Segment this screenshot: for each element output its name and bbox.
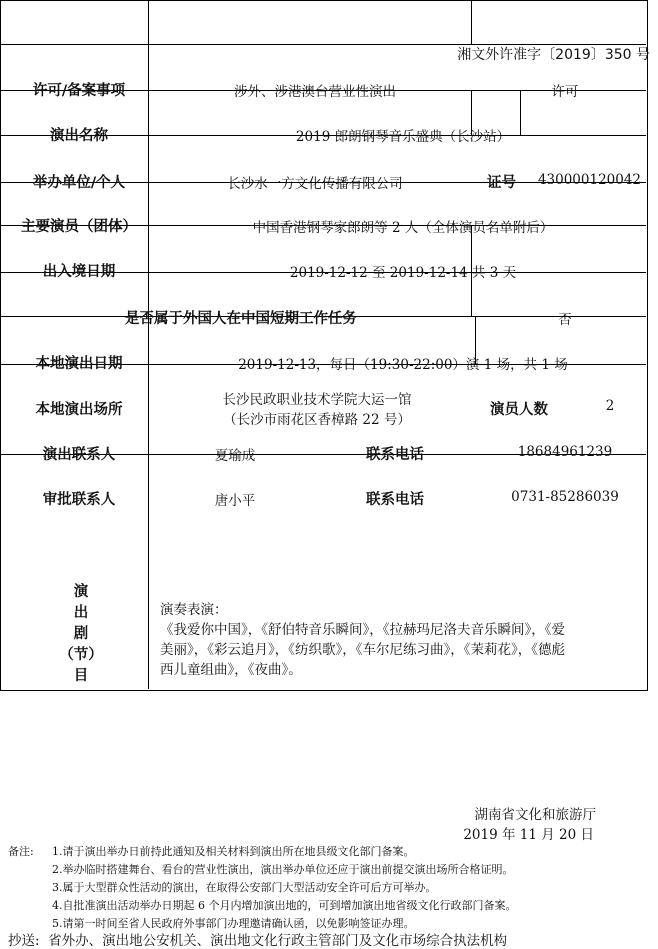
note-item: 2.举办临时搭建舞台、看台的营业性演出，演出举办单位还应于演出前提交演出场所合格证明。 bbox=[52, 863, 514, 876]
document-number: 湘文外许准字〔2019〕350 号 bbox=[457, 47, 650, 63]
performance-phone-label: 联系电话 bbox=[366, 447, 424, 463]
note-item: 3.属于大型群众性活动的演出，在取得公安部门大型活动安全许可后方可举办。 bbox=[52, 881, 437, 894]
performance-contact-name: 夏瑜成 bbox=[214, 448, 256, 464]
program-line: 《我爱你中国》，《舒伯特音乐瞬间》，《拉赫玛尼洛夫音乐瞬间》，《爱 bbox=[160, 622, 565, 638]
local-date-value: 2019-12-13，每日（19:30-22:00）演 1 场，共 1 场 bbox=[238, 357, 568, 373]
program-label: 演 出 剧 （节） 目 bbox=[59, 584, 103, 684]
cc-label: 抄送: bbox=[8, 933, 40, 949]
performance-phone-value: 18684961239 bbox=[517, 444, 613, 460]
cc-line bbox=[8, 929, 507, 949]
main-performer-label: 主要演员（团体） bbox=[21, 219, 137, 235]
note-item: 4.自批准演出活动举办日期起 6 个月内增加演出地的，可到增加演出地省级文化行政部门备案。 bbox=[52, 899, 517, 912]
venue-label: 本地演出场所 bbox=[35, 402, 123, 418]
performance-name-label: 演出名称 bbox=[50, 128, 108, 144]
entry-date-value: 2019-12-12 至 2019-12-14 共 3 天 bbox=[289, 265, 517, 281]
program-title: 演奏表演： bbox=[160, 602, 228, 618]
entry-date-label: 出入境日期 bbox=[42, 264, 116, 280]
approval-contact-name: 唐小平 bbox=[214, 493, 256, 509]
local-date-label: 本地演出日期 bbox=[35, 356, 123, 372]
certificate-label: 证号 bbox=[487, 175, 516, 191]
main-performer-value: 中国香港钢琴家郎朗等 2 人（全体演员名单附后） bbox=[252, 220, 554, 236]
notes bbox=[8, 843, 516, 933]
program-content bbox=[160, 600, 646, 680]
program-line: 西儿童组曲》，《夜曲》。 bbox=[160, 662, 302, 678]
note-item: 5.请第一时间至省人民政府外事部门办理邀请确认函，以免影响签证办理。 bbox=[52, 917, 415, 930]
issuer: 湖南省文化和旅游厅 bbox=[474, 807, 596, 823]
license-type-value: 涉外、涉港澳台营业性演出 bbox=[234, 84, 396, 100]
approval-phone-label: 联系电话 bbox=[366, 492, 424, 508]
approval-phone-value: 0731-85286039 bbox=[511, 489, 619, 505]
organizer-label: 举办单位/个人 bbox=[32, 175, 126, 191]
cc-value: 省外办、演出地公安机关、演出地文化行政主管部门及文化市场综合执法机构 bbox=[48, 933, 508, 949]
license-type-label: 许可/备案事项 bbox=[32, 83, 126, 99]
venue-value-line2: （长沙市雨花区香樟路 22 号） bbox=[223, 412, 411, 428]
organizer-value: 长沙水一方文化传播有限公司 bbox=[227, 176, 403, 192]
license-result: 许可 bbox=[551, 84, 579, 100]
performer-count-value: 2 bbox=[605, 398, 615, 414]
foreign-worker-value: 否 bbox=[558, 312, 572, 328]
venue-value-line1: 长沙民政职业技术学院大运一馆 bbox=[222, 392, 412, 408]
approval-contact-label: 审批联系人 bbox=[42, 492, 116, 508]
program-line: 美丽》，《彩云追月》，《纺织歌》，《车尔尼练习曲》，《茉莉花》，《德彪 bbox=[160, 642, 565, 658]
foreign-worker-label: 是否属于外国人在中国短期工作任务 bbox=[125, 311, 357, 327]
performance-name-value: 2019 郎朗钢琴音乐盛典（长沙站） bbox=[295, 129, 511, 145]
issue-date: 2019 年 11 月 20 日 bbox=[463, 827, 594, 843]
note-item: 1.请于演出举办日前持此通知及相关材料到演出所在地县级文化部门备案。 bbox=[52, 845, 415, 858]
certificate-value: 430000120042 bbox=[537, 172, 642, 188]
performer-count-label: 演员人数 bbox=[490, 402, 548, 418]
notes-label: 备注: bbox=[8, 845, 34, 858]
performance-contact-label: 演出联系人 bbox=[42, 447, 116, 463]
